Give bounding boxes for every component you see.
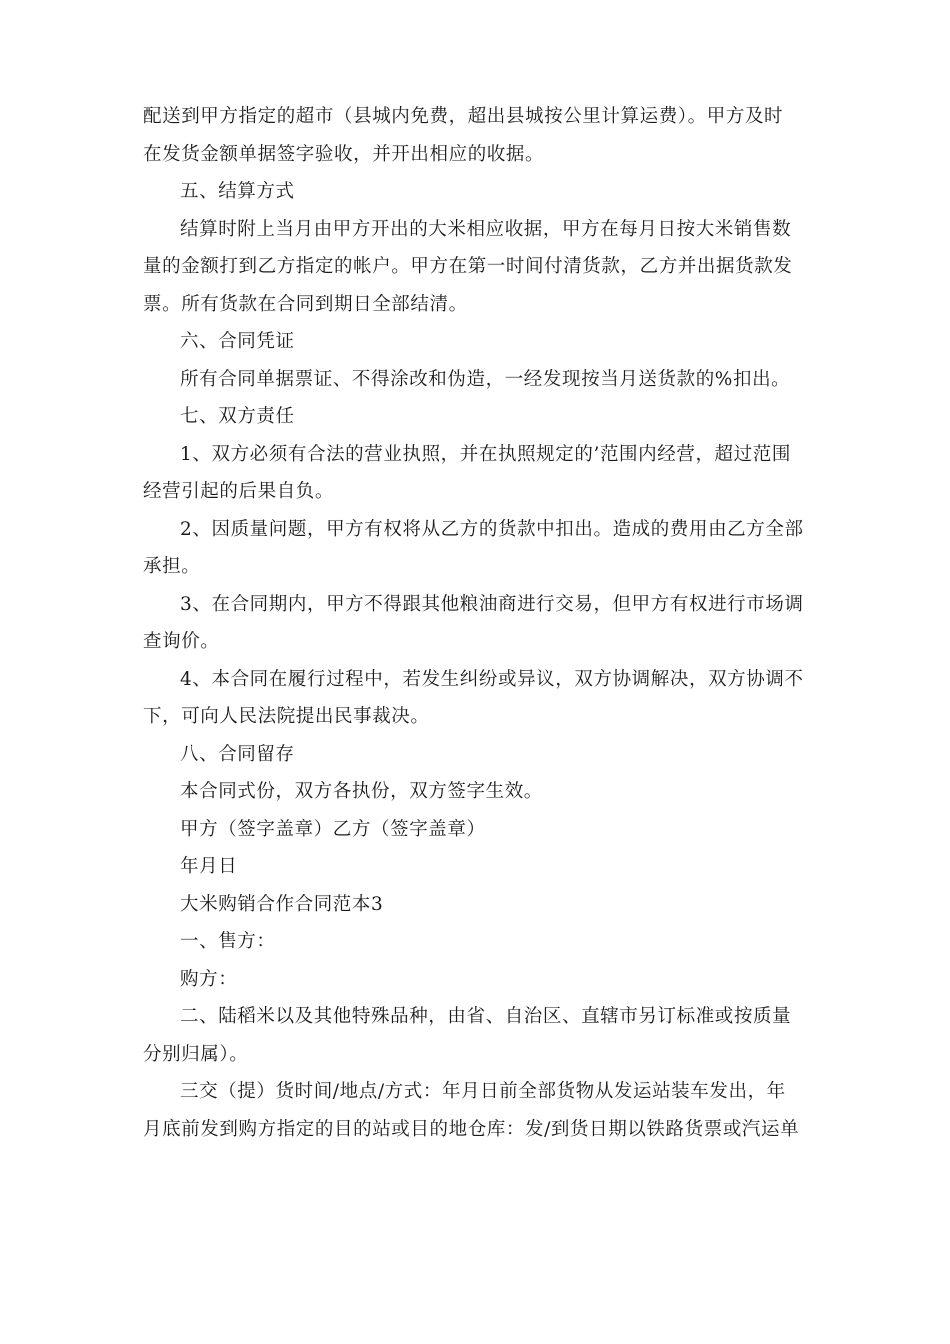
text-line: 1、双方必须有合法的营业执照，并在执照规定的’范围内经营，超过范围 <box>180 443 791 465</box>
paragraph <box>143 248 808 323</box>
text-line: 一、售方： <box>180 931 276 952</box>
text-line: 3、在合同期内，甲方不得跟其他粮油商进行交易，但甲方有权进行市场调 <box>180 593 804 615</box>
text-line: 六、合同凭证 <box>180 331 295 352</box>
text-line: 八、合同留存 <box>180 743 295 765</box>
text-line: 量的金额打到乙方指定的帐户。甲方在第一时间付清货款，乙方并出据货款发 <box>143 256 793 277</box>
paragraph <box>143 548 808 586</box>
paragraph <box>143 323 808 361</box>
text-line: 下，可向人民法院提出民事裁决。 <box>143 706 430 727</box>
paragraph <box>143 961 808 999</box>
paragraph <box>143 623 808 661</box>
text-line: 月底前发到购方指定的目的站或目的地仓库：发/到货日期以铁路货票或汽运单 <box>143 1118 800 1140</box>
document-body <box>143 98 808 1148</box>
paragraph <box>143 811 808 849</box>
text-line: 分别归属）。 <box>143 1043 249 1065</box>
paragraph <box>143 886 808 924</box>
paragraph <box>143 923 808 961</box>
text-line: 承担。 <box>143 556 201 577</box>
paragraph <box>143 661 808 699</box>
text-line: 三交（提）货时间/地点/方式：年月日前全部货物从发运站装车发出，年 <box>180 1081 786 1102</box>
text-line: 年月日 <box>180 856 238 877</box>
paragraph <box>143 98 808 173</box>
text-line: 查询价。 <box>143 631 220 652</box>
text-line: 七、双方责任 <box>180 406 295 427</box>
text-line: 票。所有货款在合同到期日全部结清。 <box>143 293 468 315</box>
text-line: 二、陆稻米以及其他特殊品种，由省、自治区、直辖市另订标准或按质量 <box>180 1006 792 1027</box>
text-line: 本合同式份，双方各执份，双方签字生效。 <box>180 781 543 802</box>
text-line: 大米购销合作合同范本3 <box>180 893 384 915</box>
text-line: 在发货金额单据签字验收，并开出相应的收据。 <box>143 143 545 165</box>
paragraph <box>143 586 808 624</box>
paragraph <box>143 436 808 474</box>
paragraph <box>143 998 808 1036</box>
paragraph <box>143 511 808 549</box>
text-line: 甲方（签字盖章）乙方（签字盖章） <box>180 818 486 840</box>
text-line: 2、因质量问题，甲方有权将从乙方的货款中扣出。造成的费用由乙方全部 <box>180 518 804 540</box>
text-line: 五、结算方式 <box>180 181 295 202</box>
paragraph <box>143 773 808 811</box>
paragraph <box>143 361 808 399</box>
paragraph <box>143 736 808 774</box>
text-line: 配送到甲方指定的超市（县城内免费，超出县城按公里计算运费）。甲方及时 <box>143 106 784 127</box>
paragraph <box>143 211 808 249</box>
paragraph <box>143 698 808 736</box>
paragraph <box>143 1073 808 1111</box>
paragraph <box>143 848 808 886</box>
text-line: 所有合同单据票证、不得涂改和伪造，一经发现按当月送货款的%扣出。 <box>180 368 791 390</box>
text-line: 经营引起的后果自负。 <box>143 481 335 502</box>
paragraph <box>143 1036 808 1074</box>
paragraph <box>143 473 808 511</box>
text-line: 4、本合同在履行过程中，若发生纠纷或异议，双方协调解决，双方协调不 <box>180 668 804 690</box>
text-line: 购方： <box>180 968 238 990</box>
paragraph <box>143 1111 808 1149</box>
paragraph <box>143 173 808 211</box>
text-line: 结算时附上当月由甲方开出的大米相应收据，甲方在每月日按大米销售数 <box>180 218 792 240</box>
paragraph <box>143 398 808 436</box>
